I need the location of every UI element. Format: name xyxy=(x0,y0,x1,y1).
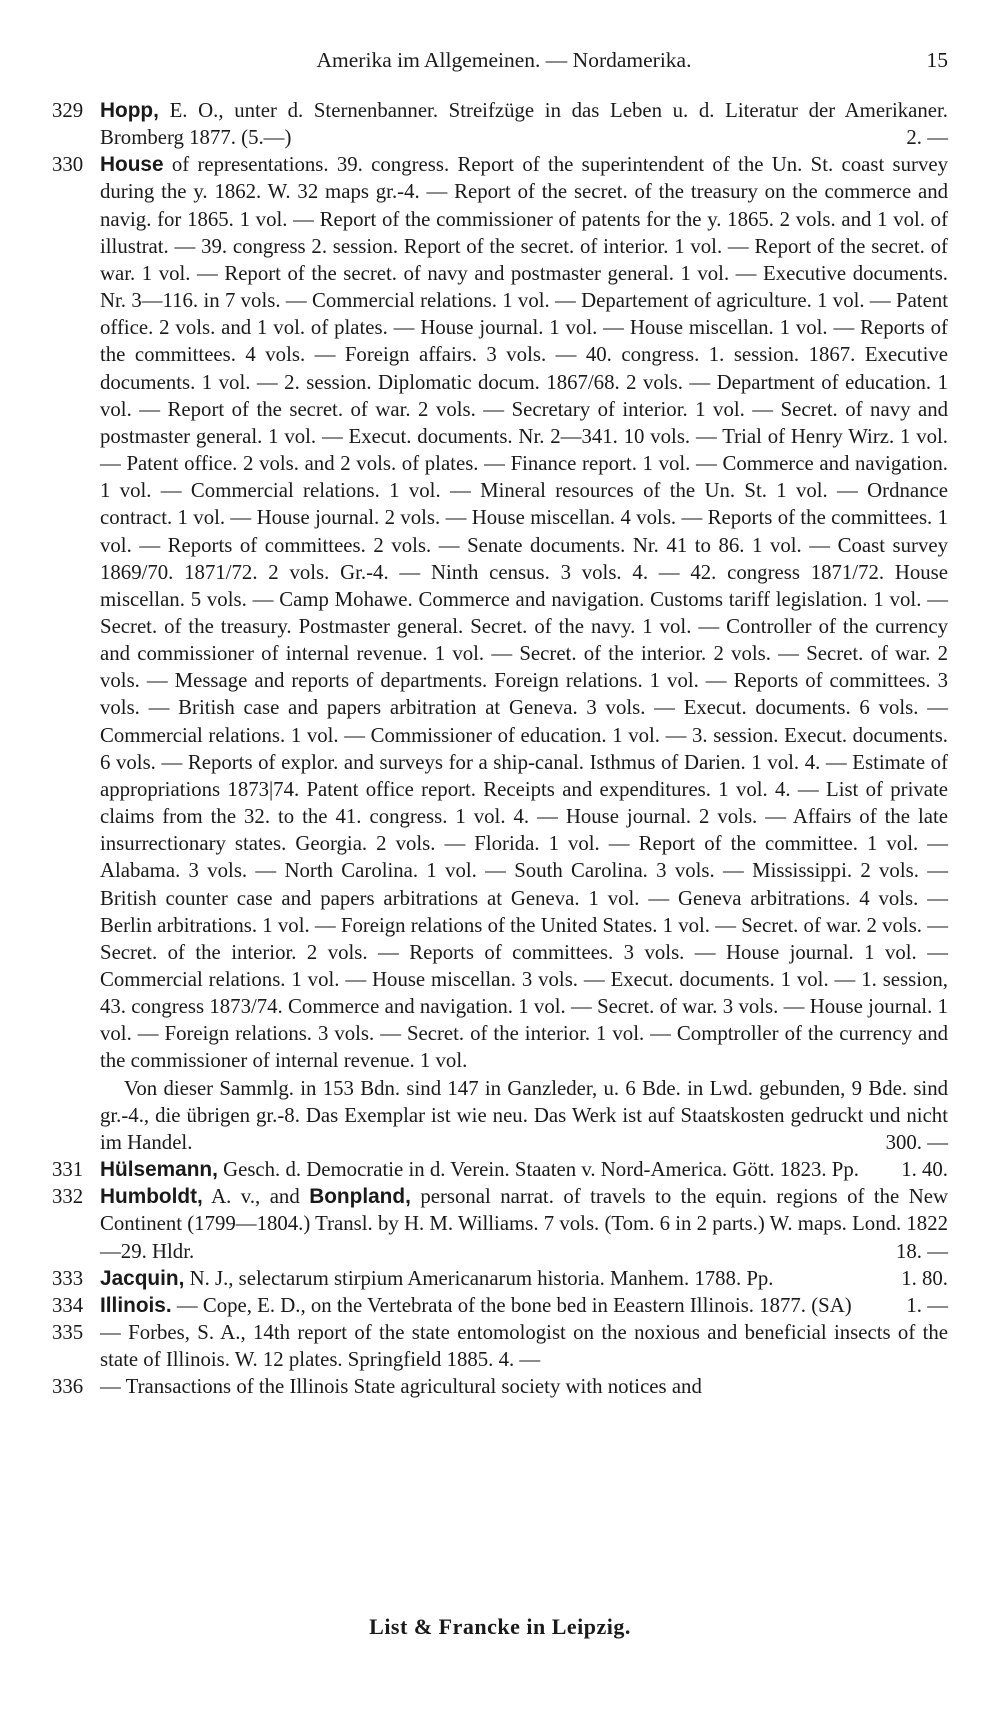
catalog-entry-336 xyxy=(52,1373,948,1400)
entry-text: of representations. 39. congress. Report of the superintendent of the Un. St. coast survey during the y. 1862. W. 32 maps gr.-4. — Report of the secret. of the treasury on the commerce and navig. for 1865. 1 vol. — Report of the commissioner of patents for the y. 1865. 2 vols. and 1 vol. of illustrat. — 39. congress 2. session. Report of the secret. of interior. 1 vol. — Report of the secret. of war. 1 vol. — Report of the secret. of navy and postmaster general. 1 vol. — Executive documents. Nr. 3—116. in 7 vols. — Commercial relations. 1 vol. — Departement of agriculture. 1 vol. — Patent office. 2 vols. and 1 vol. of plates. — House journal. 1 vol. — House miscellan. 1 vol. — Reports of the committees. 4 vols. — Foreign affairs. 3 vols. — 40. congress. 1. session. 1867. Executive documents. 1 vol. — 2. session. Diplomatic docum. 1867/68. 2 vols. — Department of education. 1 vol. — Report of the secret. of war. 2 vols. — Secretary of interior. 1 vol. — Secret. of navy and postmaster general. 1 vol. — Execut. documents. Nr. 2—341. 10 vols. — Trial of Henry Wirz. 1 vol. — Patent office. 2 vols. and 2 vols. of plates. — Finance report. 1 vol. — Commerce and navigation. 1 vol. — Commercial relations. 1 vol. — Mineral resources of the Un. St. 1 vol. — Ordnance contract. 1 vol. — House journal. 2 vols. — House miscellan. 4 vols. — Reports of the committees. 1 vol. — Reports of committees. 2 vols. — Senate documents. Nr. 41 to 86. 1 vol. — Coast survey 1869/70. 1871/72. 2 vols. Gr.-4. — Ninth census. 3 vols. 4. — 42. congress 1871/72. House miscellan. 5 vols. — Camp Mohawe. Commerce and navigation. Customs tariff legislation. 1 vol. — Secret. of the treasury. Postmaster general. Secret. of the navy. 1 vol. — Controller of the currency and commissioner of internal revenue. 1 vol. — Secret. of the interior. 2 vols. — Secret. of war. 2 vols. — Message and reports of departments. Foreign relations. 1 vol. — Reports of committees. 3 vols. — British case and papers arbitration at Geneva. 3 vols. — Execut. documents. 6 vols. — Commercial relations. 1 vol. — Commissioner of education. 1 vol. — 3. session. Execut. documents. 6 vols. — Reports of explor. and surveys for a ship-canal. Isthmus of Darien. 1 vol. 4. — Estimate of appropriations 1873|74. Patent office report. Receipts and expenditures. 1 vol. 4. — List of private claims from the 32. to the 41. congress. 1 vol. 4. — House journal. 2 vols. — Affairs of the late insurrectionary states. Georgia. 2 vols. — Florida. 1 vol. — Report of the committee. 1 vol. — Alabama. 3 vols. — North Carolina. 1 vol. — South Carolina. 3 vols. — Mississippi. 2 vols. — British counter case and papers arbitrations at Geneva. 1 vol. — Geneva arbitrations. 4 vols. — Berlin arbitrations. 1 vol. — Foreign relations of the United States. 1 vol. — Secret. of war. 2 vols. — Secret. of the interior. 2 vols. — Reports of committees. 3 vols. — House journal. 1 vol. — Commercial relations. 1 vol. — House miscellan. 3 vols. — Execut. documents. 1 vol. — 1. session, 43. congress 1873/74. Commerce and navigation. 1 vol. — Secret. of war. 3 vols. — House journal. 1 vol. — Foreign relations. 3 vols. — Secret. of the interior. 1 vol. — Comptroller of the currency and the commissioner of internal revenue. 1 vol. xyxy=(100,153,948,1073)
entry-number: 332 xyxy=(52,1185,84,1209)
note-text: Von dieser Sammlg. in 153 Bdn. sind 147 in Ganzleder, u. 6 Bde. in Lwd. gebunden, 9 Bde. sind gr.-4., die übrigen gr.-8. Das Exemplar ist wie neu. Das Werk ist auf Staatskosten gedruckt und nicht im Handel. xyxy=(100,1076,948,1154)
entry-number: 335 xyxy=(52,1321,84,1345)
entry-price: 18. — xyxy=(896,1239,948,1263)
entry-note xyxy=(52,1075,948,1156)
entry-price: — xyxy=(519,1348,541,1372)
catalog-entry-335 xyxy=(52,1319,948,1373)
entry-number: 336 xyxy=(52,1375,84,1399)
entry-text: Gesch. d. Democratie in d. Verein. Staaten v. Nord-America. Gött. 1823. Pp. xyxy=(217,1158,859,1182)
entry-author: Hopp, xyxy=(100,99,159,122)
entry-number: 329 xyxy=(52,99,84,122)
entry-text: N. J., selectarum stirpium Americanarum historia. Manhem. 1788. Pp. xyxy=(184,1266,774,1290)
catalog-entry-331 xyxy=(52,1156,948,1183)
entry-text: — Cope, E. D., on the Vertebrata of the bone bed in Eeastern Illinois. 1877. (SA) xyxy=(171,1293,852,1317)
entry-number: 333 xyxy=(52,1266,84,1290)
catalog-entry-332 xyxy=(52,1183,948,1264)
catalog-entries xyxy=(52,97,948,1401)
running-title: Amerika im Allgemeinen. — Nordamerika. xyxy=(316,48,692,72)
entry-text: — Transactions of the Illinois State agricultural society with notices and xyxy=(100,1375,702,1399)
entry-author: Illinois. xyxy=(100,1293,172,1317)
publisher-footer: List & Francke in Leipzig. xyxy=(369,1614,631,1639)
page-number: 15 xyxy=(926,48,948,72)
entry-text-continued: personal narrat. of travels to the equin. regions of the New Continent (1799—1804.) Transl. by H. M. Williams. 7 vols. (Tom. 6 in 2 parts.) W. maps. Lond. 1822—29. Hldr. xyxy=(100,1185,948,1263)
entry-number: 334 xyxy=(52,1293,84,1317)
entry-price: 2. — xyxy=(906,126,948,150)
catalog-entry-330 xyxy=(52,151,948,1074)
entry-coauthor: Bonpland, xyxy=(309,1185,411,1209)
entry-author: House xyxy=(100,153,164,177)
entry-author: Hülsemann, xyxy=(100,1158,218,1182)
entry-price: 1. — xyxy=(906,1293,948,1317)
entry-number: 331 xyxy=(52,1158,84,1182)
entry-text: — Forbes, S. A., 14th report of the state entomologist on the noxious and beneficial insects of the state of Illinois. W. 12 plates. Springfield 1885. 4. xyxy=(100,1321,948,1372)
entry-author: Humboldt, xyxy=(100,1185,203,1209)
entry-price: 1. 40. xyxy=(901,1158,948,1182)
entry-author: Jacquin, xyxy=(100,1266,185,1290)
page-header xyxy=(60,48,948,78)
entry-text: A. v., and xyxy=(202,1185,310,1209)
catalog-entry-329 xyxy=(52,97,948,151)
catalog-entry-334 xyxy=(52,1292,948,1319)
catalog-entry-333 xyxy=(52,1265,948,1292)
entry-text: E. O., unter d. Sternenbanner. Streifzüge in das Leben u. d. Literatur der Amerikaner. Bromberg 1877. (5.—) xyxy=(100,99,948,150)
entry-price: 1. 80. xyxy=(901,1266,948,1290)
note-price: 300. — xyxy=(885,1130,948,1154)
entry-number: 330 xyxy=(52,153,84,177)
